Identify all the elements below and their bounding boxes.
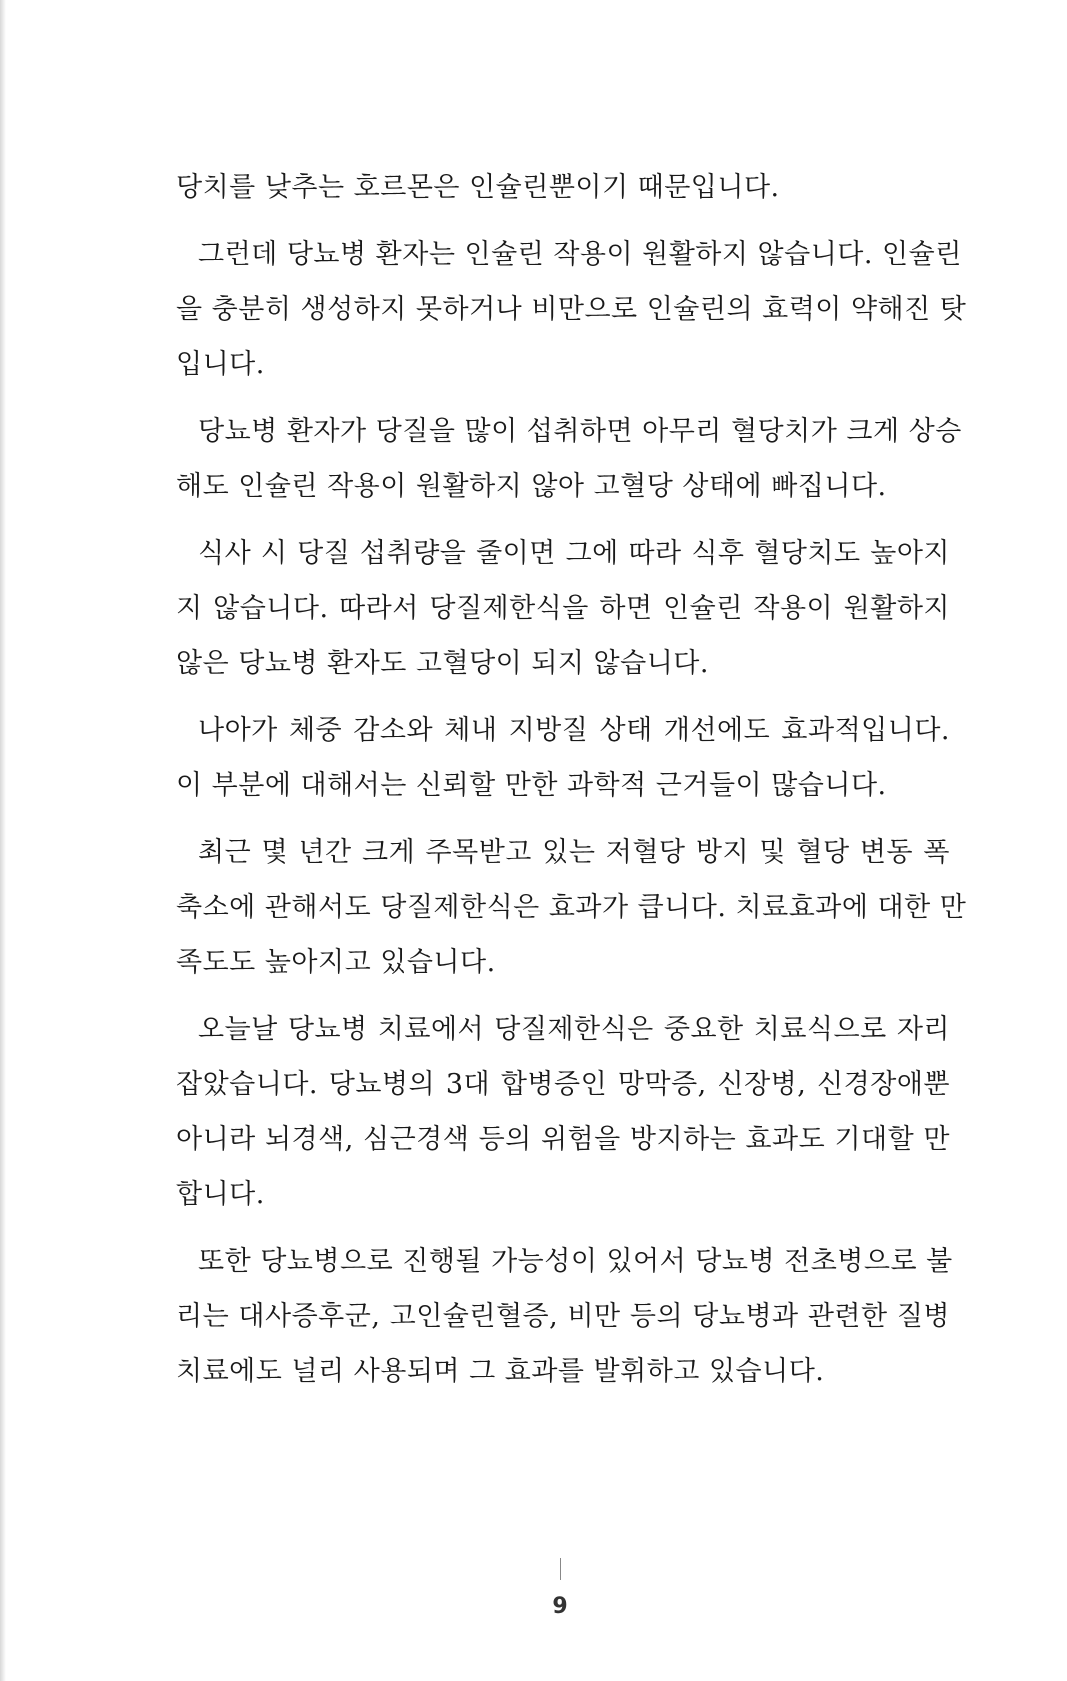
text-line: 축소에 관해서도 당질제한식은 효과가 큽니다. 치료효과에 대한 만 <box>176 892 967 923</box>
text-line: 리는 대사증후군, 고인슐린혈증, 비만 등의 당뇨병과 관련한 질병 <box>176 1301 950 1332</box>
text-line: 나아가 체중 감소와 체내 지방질 상태 개선에도 효과적입니다. <box>198 715 950 746</box>
paragraph <box>176 160 950 215</box>
paragraph <box>176 526 950 691</box>
paragraph <box>176 825 967 990</box>
text-line: 치료에도 널리 사용되며 그 효과를 발휘하고 있습니다. <box>176 1356 825 1387</box>
paragraph <box>176 227 967 392</box>
text-line: 또한 당뇨병으로 진행될 가능성이 있어서 당뇨병 전초병으로 불 <box>198 1246 953 1277</box>
paragraph <box>176 1234 953 1399</box>
text-line: 족도도 높아지고 있습니다. <box>176 947 496 978</box>
text-line: 합니다. <box>176 1179 265 1210</box>
text-line: 최근 몇 년간 크게 주목받고 있는 저혈당 방지 및 혈당 변동 폭 <box>198 837 950 868</box>
text-line: 않은 당뇨병 환자도 고혈당이 되지 않습니다. <box>176 648 709 679</box>
paragraph <box>176 703 950 813</box>
text-line: 당뇨병 환자가 당질을 많이 섭취하면 아무리 혈당치가 크게 상승 <box>198 416 962 447</box>
text-line: 입니다. <box>176 349 265 380</box>
paragraph <box>176 1002 950 1222</box>
page-number-divider <box>560 1558 561 1580</box>
page-edge-shadow <box>0 0 6 1681</box>
page-number: 9 <box>552 1594 568 1619</box>
text-line: 을 충분히 생성하지 못하거나 비만으로 인슐린의 효력이 약해진 탓 <box>176 294 967 325</box>
text-line: 지 않습니다. 따라서 당질제한식을 하면 인슐린 작용이 원활하지 <box>176 593 950 624</box>
body-text <box>176 160 967 1411</box>
text-line: 아니라 뇌경색, 심근경색 등의 위험을 방지하는 효과도 기대할 만 <box>176 1124 950 1155</box>
paragraph <box>176 404 962 514</box>
text-line: 오늘날 당뇨병 치료에서 당질제한식은 중요한 치료식으로 자리 <box>198 1014 950 1045</box>
text-line: 해도 인슐린 작용이 원활하지 않아 고혈당 상태에 빠집니다. <box>176 471 887 502</box>
text-line: 잡았습니다. 당뇨병의 3대 합병증인 망막증, 신장병, 신경장애뿐 <box>176 1069 950 1100</box>
text-line: 식사 시 당질 섭취량을 줄이면 그에 따라 식후 혈당치도 높아지 <box>198 538 950 569</box>
text-line: 당치를 낮추는 호르몬은 인슐린뿐이기 때문입니다. <box>176 172 780 203</box>
text-line: 이 부분에 대해서는 신뢰할 만한 과학적 근거들이 많습니다. <box>176 770 887 801</box>
text-line: 그런데 당뇨병 환자는 인슐린 작용이 원활하지 않습니다. 인슐린 <box>198 239 962 270</box>
